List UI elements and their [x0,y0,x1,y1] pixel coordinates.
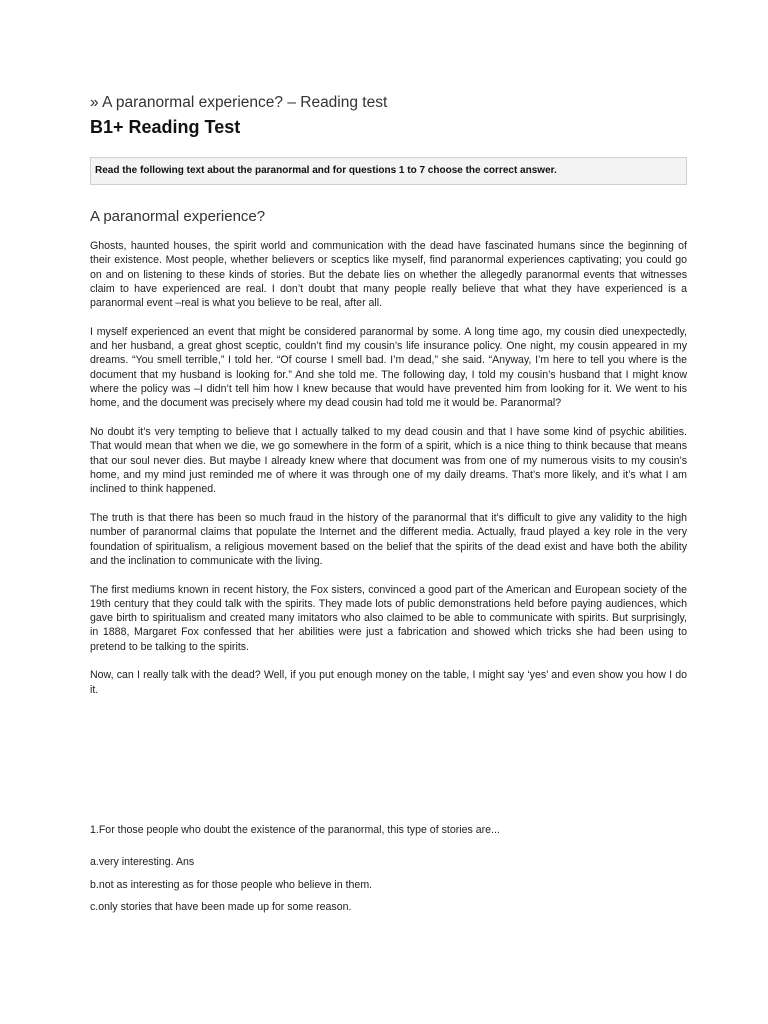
page-content [90,93,687,711]
article-paragraph: The first mediums known in recent history, the Fox sisters, convinced a good part of the American and European society of the 19th century that they could talk with the spirits. They made lots of public demonstrations held before paying audiences, which gave birth to spiritualism and created many imitators who also claimed to be able to communicate with spirits. But surprisingly, in 1888, Margaret Fox confessed that her abilities were just a fabrication and showed which tricks she had been using to pretend to be talking to the spirits. [90,583,687,653]
answer-option-a[interactable]: a.very interesting. Ans [90,856,195,868]
article-paragraph: Now, can I really talk with the dead? Well, if you put enough money on the table, I might say ‘yes’ and even show you how I do it. [90,669,687,696]
article-paragraph: The truth is that there has been so much fraud in the history of the paranormal that it’s difficult to give any validity to the high number of paranormal claims that populate the Internet and the different media. Actually, fraud played a key role in the very foundation of spiritualism, a religious movement based on the belief that the spirits of the dead exist and have both the ability and the inclination to communicate with the living. [90,511,687,567]
article-paragraph: Ghosts, haunted houses, the spirit world and communication with the dead have fascinated humans since the beginning of their existence. Most people, whether believers or sceptics like myself, find paranormal experiences captivating; you could go on and on listening to these kinds of stories. But the debate lies on whether the allegedly paranormal events that witnesses claim to have experienced are real. I don’t doubt that many people really believe that what they have experienced is a paranormal event –real is what you believe to be real, after all. [90,240,687,310]
article-body [90,239,687,697]
page-title: B1+ Reading Test [90,117,241,137]
answer-option-b[interactable]: b.not as interesting as for those people who believe in them. [90,878,373,891]
breadcrumb[interactable]: » A paranormal experience? – Reading test [90,94,388,111]
question-block [90,823,687,923]
instruction-text: Read the following text about the paranormal and for questions 1 to 7 choose the correct answer. [95,165,557,176]
article-title: A paranormal experience? [90,208,266,225]
instruction-box [90,157,687,185]
question-text: 1.For those people who doubt the existence of the paranormal, this type of stories are... [90,824,500,836]
article-paragraph: I myself experienced an event that might be considered paranormal by some. A long time ago, my cousin died unexpectedly, and her husband, a great ghost sceptic, couldn’t find my cousin’s life insurance policy. One night, my cousin appeared in my dreams. “You smell terrible,” I told her. “Of course I smell bad. I’m dead,” she said. “Anyway, I’m here to tell you where is the document that my husband is looking for.” And she told me. The following day, I told my cousin’s husband that I might know where the policy was –I didn’t tell him how I knew because that would have prevented him from looking for it. We went to his home, and the document was precisely where my dead cousin had told me it would be. Paranormal? [90,325,687,410]
answer-option-c[interactable]: c.only stories that have been made up for some reason. [90,901,352,913]
article-paragraph: No doubt it’s very tempting to believe that I actually talked to my dead cousin and that I have some kind of psychic abilities. That would mean that when we die, we go somewhere in the form of a spirit, which is a nice thing to think because that means that our soul never dies. But maybe I already knew where that document was from one of my numerous visits to my cousin’s home, and my mind just reminded me of where it was through one of my daily dreams. That’s more likely, and it’s what I am inclined to think happened. [90,426,687,496]
